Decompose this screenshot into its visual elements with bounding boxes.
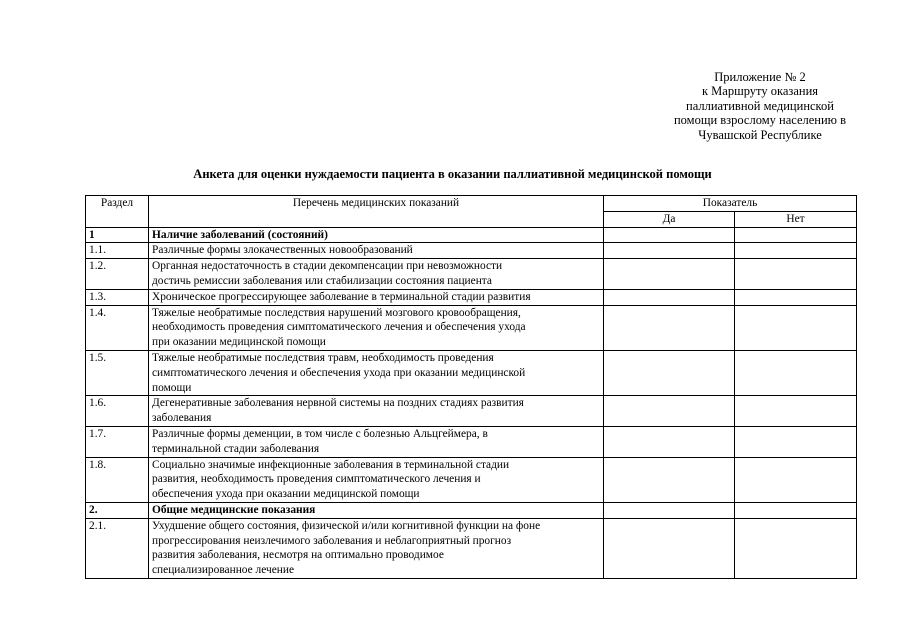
indication-line: Социально значимые инфекционные заболевания в терминальной стадии — [152, 458, 510, 471]
row-indication — [149, 289, 604, 305]
document-title: Анкета для оценки нуждаемости пациента в оказании паллиативной медицинской помощи — [193, 167, 712, 181]
row-section-number: 1.2. — [86, 259, 149, 290]
row-indication — [149, 305, 604, 350]
table-row — [86, 259, 857, 290]
appendix-line: Приложение № 2 — [714, 70, 806, 84]
row-section-number: 1.1. — [86, 243, 149, 259]
answer-yes-cell[interactable] — [604, 227, 735, 243]
table-row — [86, 518, 857, 578]
row-indication — [149, 426, 604, 457]
appendix-line: паллиативной медицинской — [686, 98, 834, 113]
indication-line: терминальной стадии заболевания — [152, 442, 320, 455]
indication-line: Различные формы деменции, в том числе с болезнью Альцгеймера, в — [152, 427, 488, 440]
answer-no-cell[interactable] — [735, 259, 857, 290]
appendix-block — [640, 70, 880, 142]
answer-no-cell[interactable] — [735, 243, 857, 259]
indication-line: достичь ремиссии заболевания или стабилизации состояния пациента — [152, 274, 492, 287]
answer-no-cell[interactable] — [735, 289, 857, 305]
indication-line: Наличие заболеваний (состояний) — [152, 228, 328, 241]
row-indication — [149, 396, 604, 427]
table-body — [86, 227, 857, 578]
answer-no-cell[interactable] — [735, 502, 857, 518]
table-row — [86, 457, 857, 502]
indication-line: необходимость проведения симптоматического лечения и обеспечения ухода — [152, 321, 526, 334]
table-row — [86, 305, 857, 350]
indication-line: симптоматического лечения и обеспечения ухода при оказании медицинской — [152, 366, 526, 379]
answer-yes-cell[interactable] — [604, 289, 735, 305]
row-indication — [149, 518, 604, 578]
row-section-number: 1.4. — [86, 305, 149, 350]
row-indication — [149, 502, 604, 518]
answer-yes-cell[interactable] — [604, 457, 735, 502]
indication-line: Ухудшение общего состояния, физической и/или когнитивной функции на фоне — [152, 519, 541, 532]
indication-line: Различные формы злокачественных новообразований — [152, 244, 413, 257]
indication-line: специализированное лечение — [152, 564, 295, 577]
answer-yes-cell[interactable] — [604, 426, 735, 457]
answer-no-cell[interactable] — [735, 396, 857, 427]
indication-line: обеспечения ухода при оказании медицинской помощи — [152, 488, 420, 501]
indication-line: Хроническое прогрессирующее заболевание в терминальной стадии развития — [152, 290, 531, 303]
answer-yes-cell[interactable] — [604, 243, 735, 259]
indication-line: прогрессирования неизлечимого заболевания и неблагоприятный прогноз — [152, 534, 512, 547]
answer-no-cell[interactable] — [735, 457, 857, 502]
table-row — [86, 243, 857, 259]
table-row — [86, 502, 857, 518]
header-yes: Да — [604, 211, 735, 227]
row-section-number: 2.1. — [86, 518, 149, 578]
assessment-table — [85, 195, 857, 579]
answer-yes-cell[interactable] — [604, 518, 735, 578]
answer-yes-cell[interactable] — [604, 259, 735, 290]
answer-no-cell[interactable] — [735, 305, 857, 350]
row-section-number: 1.6. — [86, 396, 149, 427]
row-indication — [149, 350, 604, 395]
appendix-line: помощи взрослому населению в — [673, 113, 847, 128]
indication-line: при оказании медицинской помощи — [152, 336, 326, 349]
answer-no-cell[interactable] — [735, 518, 857, 578]
answer-yes-cell[interactable] — [604, 502, 735, 518]
row-indication — [149, 457, 604, 502]
header-section: Раздел — [86, 196, 149, 228]
indication-line: помощи — [152, 381, 192, 394]
indication-line: Органная недостаточность в стадии декомпенсации при невозможности — [152, 260, 503, 273]
table-row — [86, 396, 857, 427]
table-row — [86, 350, 857, 395]
row-section-number: 1 — [86, 227, 149, 243]
header-indicator: Показатель — [604, 196, 857, 212]
row-indication — [149, 259, 604, 290]
row-section-number: 1.8. — [86, 457, 149, 502]
row-indication — [149, 227, 604, 243]
table-row — [86, 426, 857, 457]
row-section-number: 1.5. — [86, 350, 149, 395]
answer-yes-cell[interactable] — [604, 396, 735, 427]
appendix-line: Чувашской Республике — [698, 127, 822, 142]
answer-yes-cell[interactable] — [604, 305, 735, 350]
answer-yes-cell[interactable] — [604, 350, 735, 395]
answer-no-cell[interactable] — [735, 350, 857, 395]
answer-no-cell[interactable] — [735, 426, 857, 457]
row-section-number: 1.7. — [86, 426, 149, 457]
indication-line: Тяжелые необратимые последствия нарушений мозгового кровообращения, — [152, 306, 521, 319]
indication-line: развития, необходимость проведения симптоматического лечения и — [152, 473, 481, 486]
row-indication — [149, 243, 604, 259]
indication-line: Дегенеративные заболевания нервной системы на поздних стадиях развития — [152, 397, 524, 410]
row-section-number: 1.3. — [86, 289, 149, 305]
row-section-number: 2. — [86, 502, 149, 518]
indication-line: развития заболевания, несмотря на оптимально проводимое — [152, 549, 444, 562]
indication-line: Общие медицинские показания — [152, 503, 316, 516]
table-row — [86, 289, 857, 305]
header-no: Нет — [735, 211, 857, 227]
answer-no-cell[interactable] — [735, 227, 857, 243]
header-list: Перечень медицинских показаний — [149, 196, 604, 228]
appendix-line: к Маршруту оказания — [701, 84, 819, 99]
indication-line: Тяжелые необратимые последствия травм, необходимость проведения — [152, 351, 494, 364]
table-row — [86, 227, 857, 243]
indication-line: заболевания — [152, 412, 212, 425]
